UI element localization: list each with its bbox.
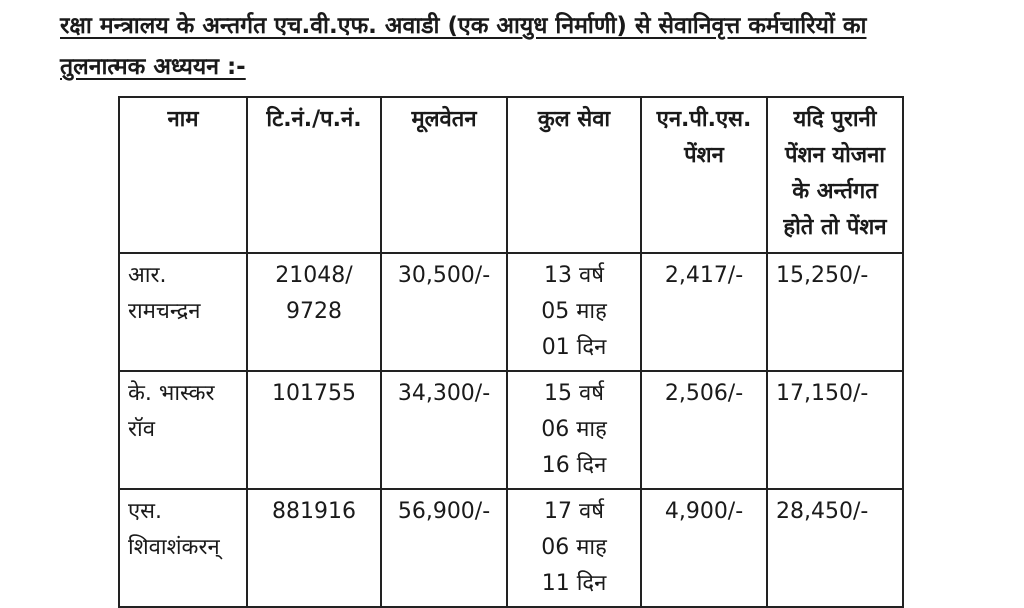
cell-nps: 4,900/- bbox=[641, 489, 767, 607]
heading-line-1: रक्षा मन्त्रालय के अन्तर्गत एच.वी.एफ. अवाडी (एक आयुध निर्माणी) से सेवानिवृत्त कर्मचारियों का bbox=[60, 13, 867, 39]
cell-service: 17 वर्ष 06 माह 11 दिन bbox=[507, 489, 641, 607]
cell-ticket: 881916 bbox=[247, 489, 381, 607]
header-nps-pension: एन.पी.एस. पेंशन bbox=[641, 97, 767, 253]
heading-line-2: तुलनात्मक अध्ययन :- bbox=[60, 54, 246, 80]
table-row bbox=[119, 489, 903, 607]
table-header-row bbox=[119, 97, 903, 253]
cell-service: 15 वर्ष 06 माह 16 दिन bbox=[507, 371, 641, 489]
document-heading bbox=[60, 6, 980, 88]
cell-name: आर. रामचन्द्रन bbox=[119, 253, 247, 371]
header-basic-pay: मूलवेतन bbox=[381, 97, 507, 253]
header-total-service: कुल सेवा bbox=[507, 97, 641, 253]
cell-service: 13 वर्ष 05 माह 01 दिन bbox=[507, 253, 641, 371]
header-old-pension: यदि पुरानी पेंशन योजना के अर्न्तगत होते तो पेंशन bbox=[767, 97, 903, 253]
cell-ticket: 21048/ 9728 bbox=[247, 253, 381, 371]
cell-ticket: 101755 bbox=[247, 371, 381, 489]
cell-basic-pay: 34,300/- bbox=[381, 371, 507, 489]
header-ticket-number: टि.नं./प.नं. bbox=[247, 97, 381, 253]
cell-nps: 2,417/- bbox=[641, 253, 767, 371]
table-row bbox=[119, 253, 903, 371]
cell-old-pension: 15,250/- bbox=[767, 253, 903, 371]
cell-name: के. भास्कर रॉव bbox=[119, 371, 247, 489]
header-name: नाम bbox=[119, 97, 247, 253]
cell-basic-pay: 56,900/- bbox=[381, 489, 507, 607]
cell-basic-pay: 30,500/- bbox=[381, 253, 507, 371]
cell-old-pension: 17,150/- bbox=[767, 371, 903, 489]
comparison-table bbox=[118, 96, 904, 608]
cell-name: एस. शिवाशंकरन् bbox=[119, 489, 247, 607]
cell-nps: 2,506/- bbox=[641, 371, 767, 489]
cell-old-pension: 28,450/- bbox=[767, 489, 903, 607]
table-row bbox=[119, 371, 903, 489]
